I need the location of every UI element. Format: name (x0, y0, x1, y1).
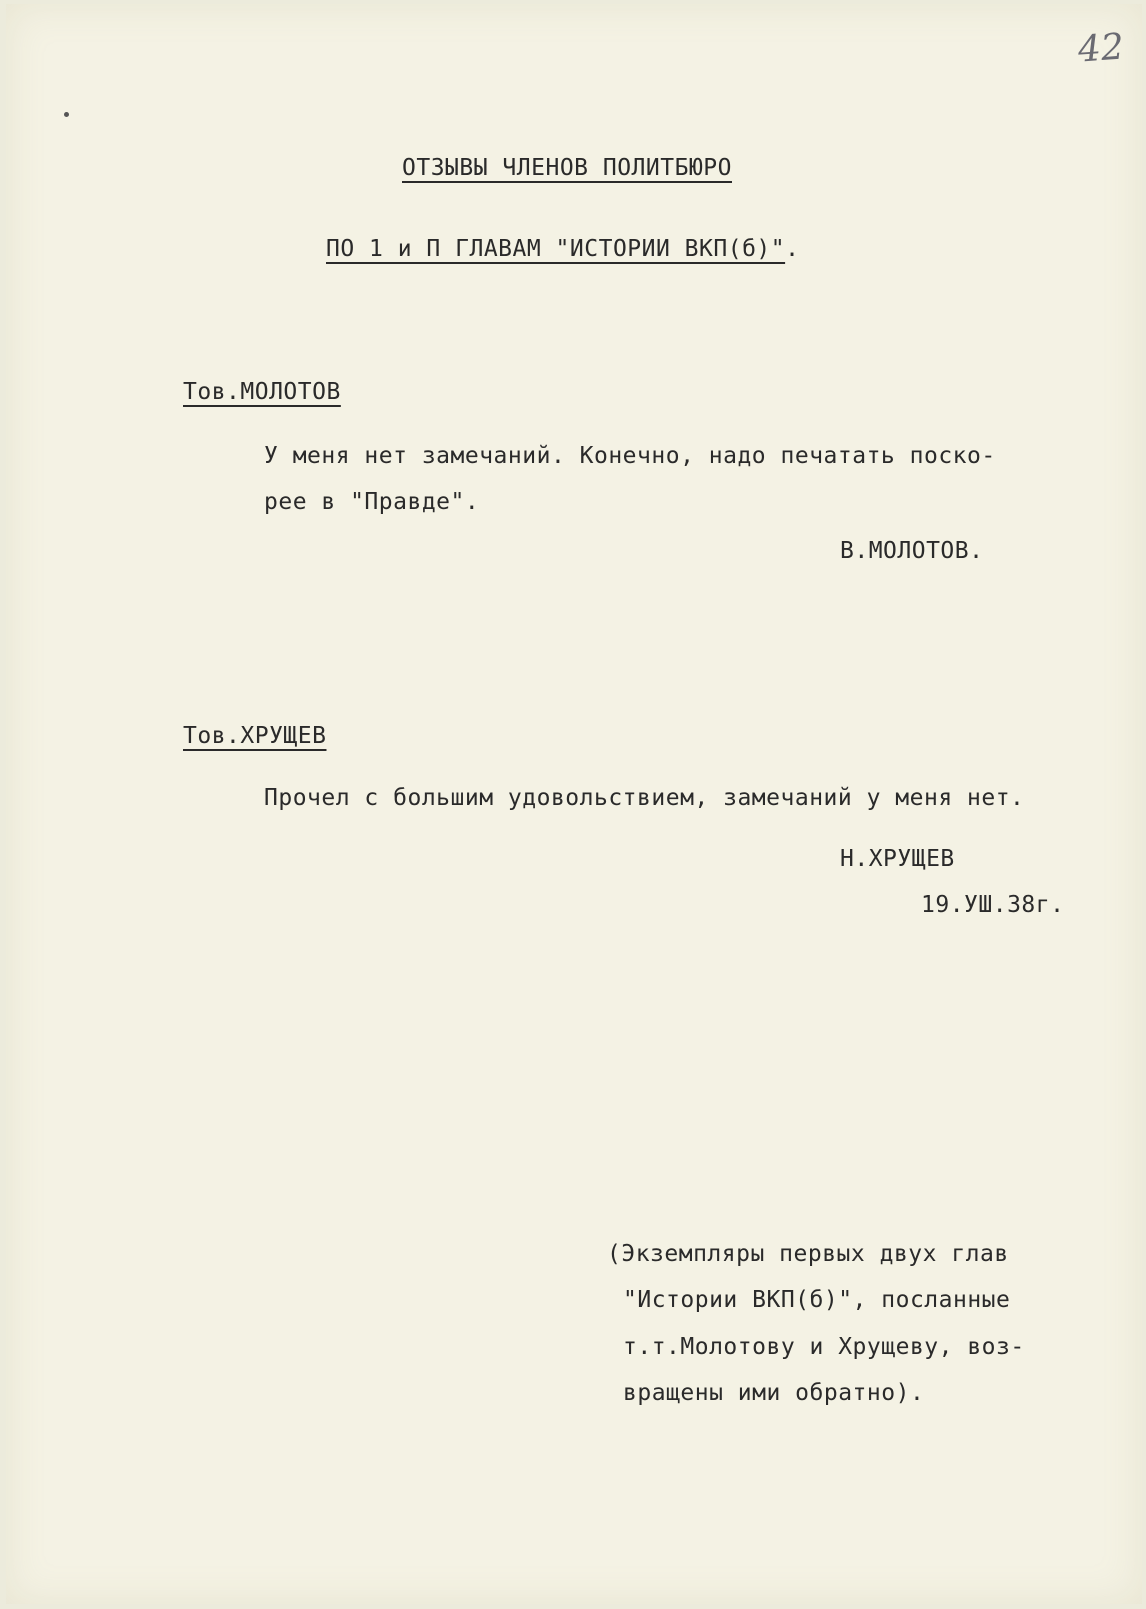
folio-number: 42 (1076, 26, 1126, 71)
note-line1: (Экземпляры первых двух глав (607, 1241, 1009, 1267)
khrushchev-heading: Тов.ХРУЩЕВ (183, 723, 327, 749)
molotov-text-line2: рее в "Правде". (264, 489, 480, 515)
khrushchev-signature: Н.ХРУЩЕВ (840, 846, 955, 872)
note-line4: вращены ими обратно). (623, 1380, 925, 1406)
molotov-signature: В.МОЛОТОВ. (840, 538, 984, 564)
note-line3: т.т.Молотову и Хрущеву, воз- (623, 1334, 1025, 1360)
khrushchev-text-line1: Прочел с большим удовольствием, замечаний у меня нет. (264, 785, 1025, 811)
note-line2: "Истории ВКП(б)", посланные (623, 1287, 1011, 1313)
molotov-text-line1: У меня нет замечаний. Конечно, надо печатать поско- (264, 443, 996, 469)
document-title-line2-period: . (785, 236, 800, 262)
document-title-line1: ОТЗЫВЫ ЧЛЕНОВ ПОЛИТБЮРО (402, 155, 732, 181)
paper-mark (64, 112, 69, 117)
molotov-heading: Тов.МОЛОТОВ (183, 379, 341, 405)
document-title-line2-text: ПО 1 и П ГЛАВАМ "ИСТОРИИ ВКП(б)" (326, 236, 786, 262)
khrushchev-date: 19.УШ.38г. (921, 892, 1065, 918)
document-title-line2 (326, 238, 799, 261)
